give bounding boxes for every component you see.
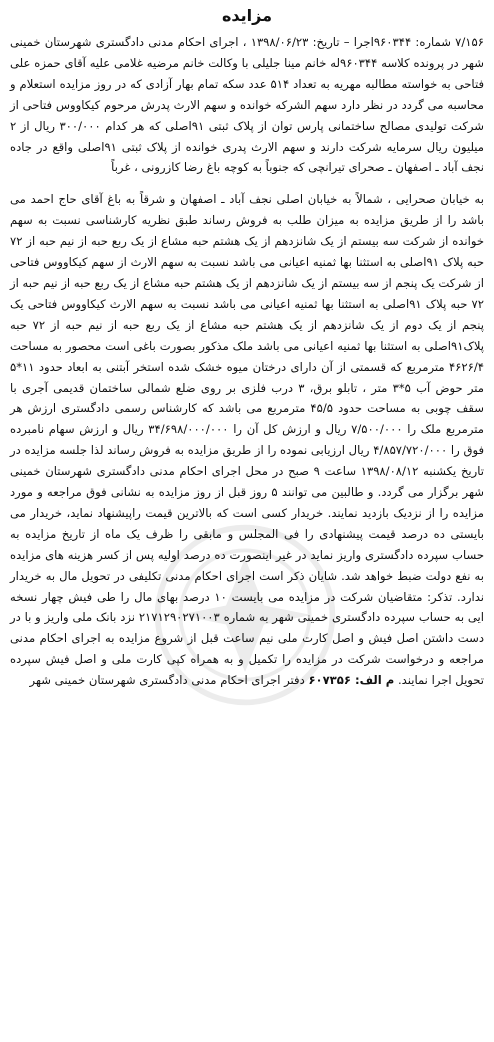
notice-body-text: به خیابان صحرایی ، شمالاً به خیابان اصلی نجف آباد ـ اصفهان و شرقاً به باغ آقای حاج احمد می باشد را از طریق مزایده به میزان طلب به فروش رساند طبق نظریه کارشناسی نسبت به سهم خوانده از شرکت سه بیستم از یک شانزدهم از یک هشتم حبه مشاع از یک ربع حبه از نیم حبه از ۷۲ حبه پلاک ۹۱اصلی به استثنا بها ثمنیه اعیانی می باشد نسبت به سهم الارث از سهم کیکاووس فتاحی از شرکت یک پنجم از سه بیستم از یک شانزدهم از یک هشتم حبه مشاع از یک ربع حبه از نیم حبه از ۷۲ حبه پلاک ۹۱اصلی به استثنا بها ثمنیه اعیانی می باشد نسبت به سهم الارث کیکاووس فتاحی یک پنجم از یک دوم از یک شانزدهم از یک هشتم حبه مشاع از یک ربع حبه از نیم حبه از ۷۲ حبه پلاک۹۱اصلی به استثنا بها ثمنیه اعیانی می باشد ملک مذکور بصورت باغی است محصور به مساحت ۴۶۲۶/۴ مترمربع که قسمتی از آن دارای درختان میوه خشک شده استخر آبتنی به ابعاد حدود ۱۱*۵ متر حوض آب ۵*۳ متر ، تابلو برق، ۳ درب فلزی بر روی ضلع شمالی ساختمان قدیمی آجری با سقف چوبی به مساحت حدود ۴۵/۵ مترمربع می باشد که کارشناس رسمی دادگستری ارزش هر مترمربع ملک را ۷/۵۰۰/۰۰۰ ریال و ارزش کل آن را ۳۴/۶۹۸/۰۰۰/۰۰۰ ریال و ارزش سهام نامبرده فوق را ۴/۸۵۷/۷۲۰/۰۰۰ ریال ارزیابی نموده را از طریق مزایده به فروش رساند لذا جلسه مزایده در تاریخ یکشنبه ۱۳۹۸/۰۸/۱۲ ساعت ۹ صبح در محل اجرای احکام مدنی دادگستری شهرستان خمینی شهر برگزار می گردد. و طالبین می توانند ۵ روز قبل از روز مزایده به نشانی فوق مراجعه و مورد مزایده را از نزدیک بازدید نمایند. خریدار کسی است که بالاترین قیمت راپیشنهاد نماید، خریدار می بایستی ده درصد قیمت پیشنهادی را فی المجلس و مابقی را ظرف یک ماه از تاریخ مزایده به حساب سپرده دادگستری واریز نماید در غیر اینصورت ده درصد اولیه پس از کسر هزینه های مزایده به نفع دولت ضبط خواهد شد. شایان ذکر است اجرای احکام مدنی تکلیفی در تحویل مال به خریدار ندارد. تذکر: متقاضیان شرکت در مزایده می بایست ۱۰ درصد بهای مال را طی فیش چهار نسخه ایی به حساب سپرده دادگستری خمینی شهر به شماره ۲۱۷۱۲۹۰۲۷۱۰۰۳ نزد بانک ملی واریز و با در دست داشتن اصل فیش و اصل کارت ملی نیم ساعت قبل از شروع مزایده به اجرای احکام مدنی مراجعه و درخواست شرکت در مزایده را تکمیل و به همراه کپی کارت ملی و اصل فیش سپرده تحویل اجرا نمایند. (10, 192, 485, 688)
notice-paragraph-second (10, 189, 484, 691)
notice-paragraph-first: ۷/۱۵۶ شماره: ۹۶۰۳۴۴اجرا – تاریخ: ۱۳۹۸/۰۶/۲۳ ، اجرای احکام مدنی دادگستری شهرستان خمینی شهر در پرونده کلاسه ۹۶۰۳۴۴له خانم مینا جلیلی با وکالت خانم مرضیه غلامی علیه آقای حمزه علی فتاحی به خواسته مطالبه مهریه به تعداد ۵۱۴ عدد سکه تمام بهار آزادی که در روز مزایده استعلام و محاسبه می گردد در نظر دارد سهم الشرکه خوانده و سهم الارث پدرش مرحوم کیکاووس فتاحی از شرکت تولیدی مصالح ساختمانی پارس توان از پلاک ثبتی ۹۱اصلی که هر کدام ۳۰۰/۰۰۰ ریال از ۲ میلیون ریال سرمایه شرکت دارند و سهم الارث پدری خوانده از پلاک ثبتی ۹۱اصلی واقع در جاده نجف آباد ـ اصفهان ـ صحرای تیرانچی که جنوباً به کوچه باغ رضا کازرونی ، غرباً (10, 35, 485, 175)
notice-title: مزایده (221, 6, 273, 25)
notice-issuer: دفتر اجرای احکام مدنی دادگستری شهرستان خمینی شهر (29, 673, 305, 688)
notice-reference-number: م الف: ۶۰۷۳۵۶ (308, 673, 395, 688)
